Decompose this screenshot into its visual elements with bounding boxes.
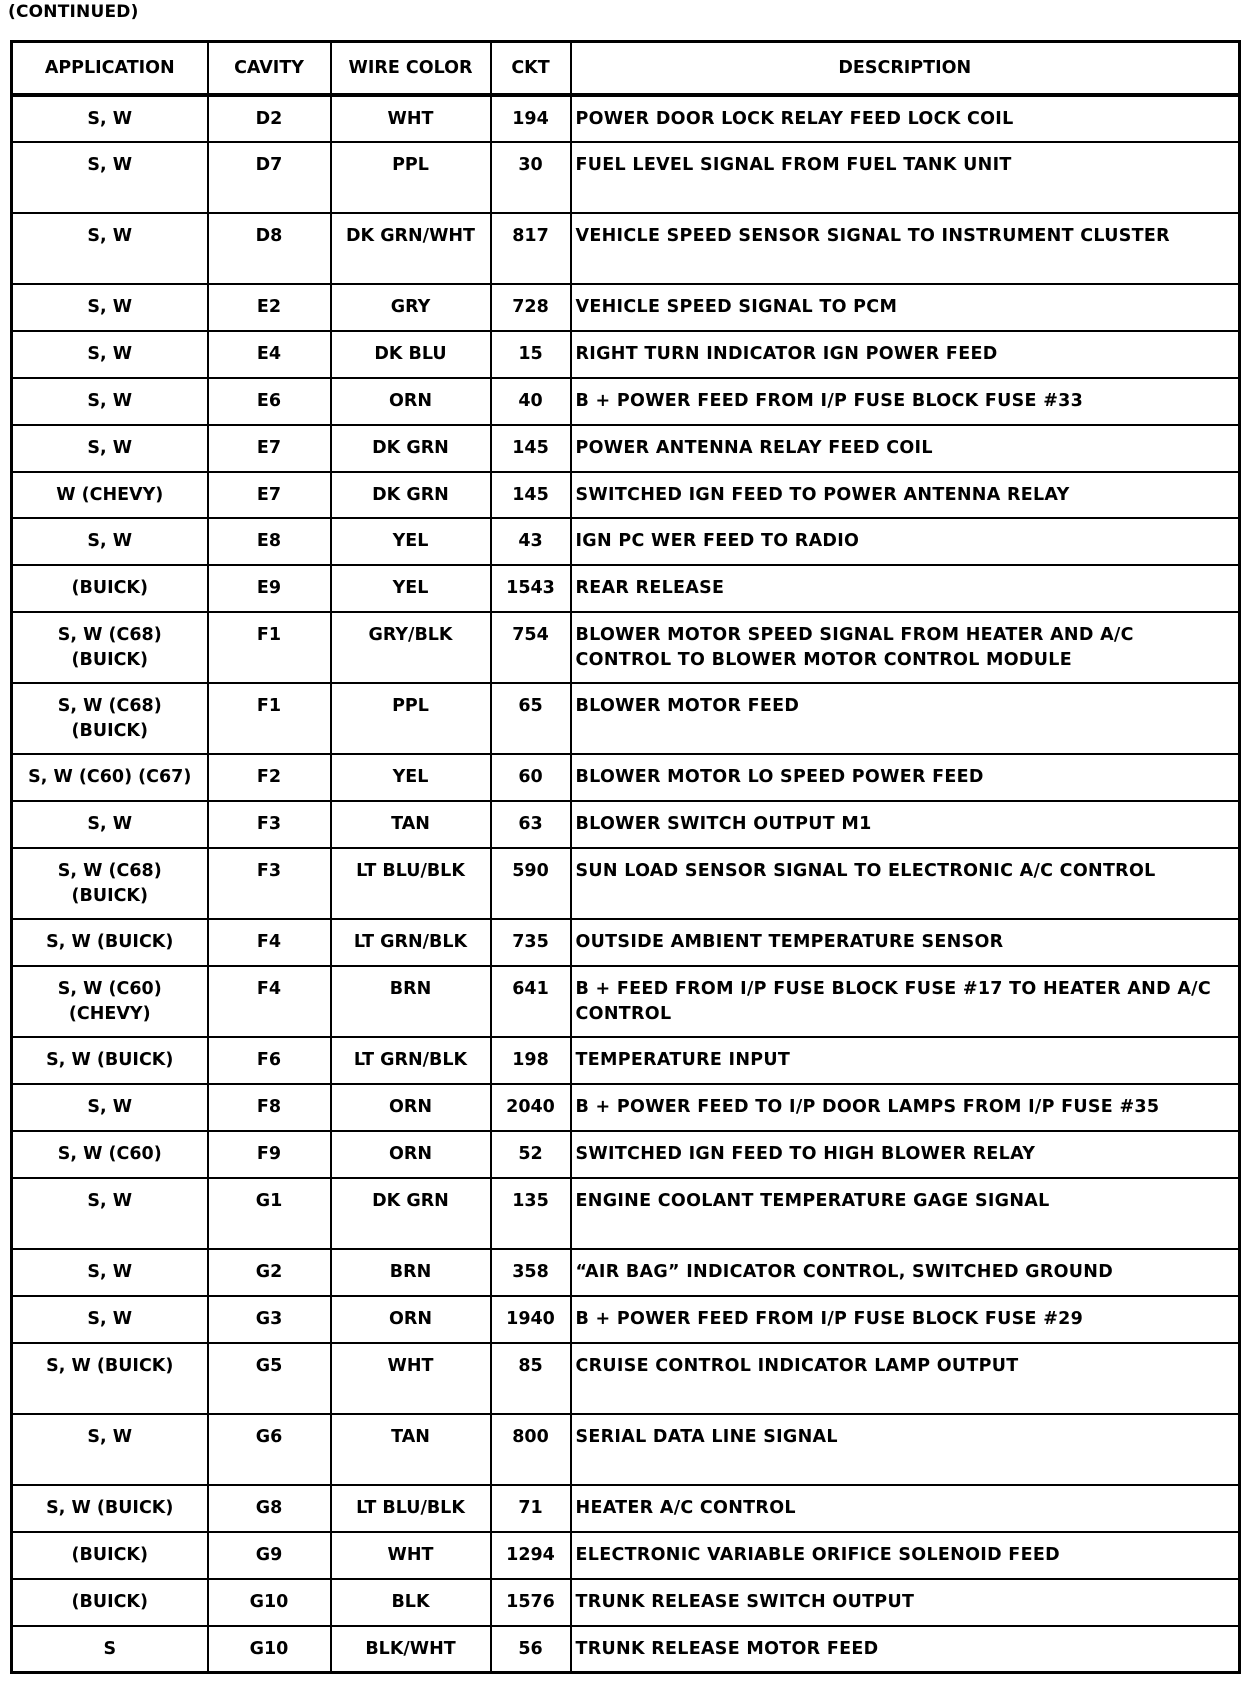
cell-application: S, W (C60) (12, 1131, 208, 1178)
cell-cavity: F4 (208, 919, 331, 966)
cell-description: BLOWER MOTOR SPEED SIGNAL FROM HEATER AND A/C CONTROL TO BLOWER MOTOR CONTROL MODULE (571, 612, 1240, 683)
cell-ckt: 40 (491, 378, 571, 425)
cell-cavity: G1 (208, 1178, 331, 1249)
cell-wire-color: ORN (331, 378, 491, 425)
cell-description: B + POWER FEED TO I/P DOOR LAMPS FROM I/P FUSE #35 (571, 1084, 1240, 1131)
header-ckt: CKT (491, 42, 571, 96)
cell-description: VEHICLE SPEED SENSOR SIGNAL TO INSTRUMENT CLUSTER (571, 213, 1240, 284)
cell-description: ENGINE COOLANT TEMPERATURE GAGE SIGNAL (571, 1178, 1240, 1249)
cell-ckt: 2040 (491, 1084, 571, 1131)
cell-wire-color: DK GRN/WHT (331, 213, 491, 284)
cell-application: (BUICK) (12, 1579, 208, 1626)
header-description: DESCRIPTION (571, 42, 1240, 96)
cell-cavity: E9 (208, 565, 331, 612)
cell-application: S, W (12, 95, 208, 142)
cell-cavity: D8 (208, 213, 331, 284)
cell-description: REAR RELEASE (571, 565, 1240, 612)
cell-description: “AIR BAG” INDICATOR CONTROL, SWITCHED GROUND (571, 1249, 1240, 1296)
cell-application: S, W (C68) (BUICK) (12, 848, 208, 919)
cell-description: TEMPERATURE INPUT (571, 1037, 1240, 1084)
cell-description: BLOWER SWITCH OUTPUT M1 (571, 801, 1240, 848)
table-row (12, 848, 1240, 919)
cell-description: SERIAL DATA LINE SIGNAL (571, 1414, 1240, 1485)
cell-wire-color: YEL (331, 565, 491, 612)
cell-application: S, W (C60) (CHEVY) (12, 966, 208, 1037)
cell-wire-color: GRY (331, 284, 491, 331)
table-row (12, 1343, 1240, 1414)
cell-cavity: G5 (208, 1343, 331, 1414)
cell-description: FUEL LEVEL SIGNAL FROM FUEL TANK UNIT (571, 142, 1240, 213)
cell-ckt: 30 (491, 142, 571, 213)
cell-description: SUN LOAD SENSOR SIGNAL TO ELECTRONIC A/C CONTROL (571, 848, 1240, 919)
table-row (12, 683, 1240, 754)
table-row (12, 919, 1240, 966)
cell-description: HEATER A/C CONTROL (571, 1485, 1240, 1532)
cell-description: OUTSIDE AMBIENT TEMPERATURE SENSOR (571, 919, 1240, 966)
cell-description: SWITCHED IGN FEED TO POWER ANTENNA RELAY (571, 472, 1240, 519)
table-row (12, 284, 1240, 331)
cell-ckt: 800 (491, 1414, 571, 1485)
cell-wire-color: LT GRN/BLK (331, 919, 491, 966)
cell-description: BLOWER MOTOR FEED (571, 683, 1240, 754)
cell-application: S, W (BUICK) (12, 919, 208, 966)
cell-description: VEHICLE SPEED SIGNAL TO PCM (571, 284, 1240, 331)
cell-description: TRUNK RELEASE SWITCH OUTPUT (571, 1579, 1240, 1626)
cell-cavity: F1 (208, 683, 331, 754)
cell-ckt: 590 (491, 848, 571, 919)
table-row (12, 565, 1240, 612)
cell-cavity: D7 (208, 142, 331, 213)
cell-application: S, W (12, 801, 208, 848)
table-row (12, 95, 1240, 142)
cell-ckt: 71 (491, 1485, 571, 1532)
cell-application: S, W (12, 425, 208, 472)
table-row (12, 1131, 1240, 1178)
table-row (12, 1414, 1240, 1485)
cell-ckt: 194 (491, 95, 571, 142)
table-row (12, 612, 1240, 683)
cell-cavity: G9 (208, 1532, 331, 1579)
cell-ckt: 198 (491, 1037, 571, 1084)
connector-table (10, 40, 1241, 1674)
cell-wire-color: BLK (331, 1579, 491, 1626)
cell-ckt: 52 (491, 1131, 571, 1178)
cell-ckt: 754 (491, 612, 571, 683)
cell-application: S, W (12, 1296, 208, 1343)
cell-application: S, W (12, 1084, 208, 1131)
table-row (12, 142, 1240, 213)
table-row (12, 754, 1240, 801)
table-row (12, 966, 1240, 1037)
cell-wire-color: LT GRN/BLK (331, 1037, 491, 1084)
cell-ckt: 43 (491, 518, 571, 565)
table-row (12, 1296, 1240, 1343)
table-row (12, 1084, 1240, 1131)
cell-description: SWITCHED IGN FEED TO HIGH BLOWER RELAY (571, 1131, 1240, 1178)
cell-wire-color: ORN (331, 1084, 491, 1131)
table-row (12, 331, 1240, 378)
cell-description: B + POWER FEED FROM I/P FUSE BLOCK FUSE #29 (571, 1296, 1240, 1343)
cell-wire-color: DK GRN (331, 425, 491, 472)
cell-ckt: 1543 (491, 565, 571, 612)
cell-ckt: 735 (491, 919, 571, 966)
cell-application: S, W (C60) (C67) (12, 754, 208, 801)
cell-description: POWER ANTENNA RELAY FEED COIL (571, 425, 1240, 472)
cell-wire-color: LT BLU/BLK (331, 1485, 491, 1532)
table-row (12, 1249, 1240, 1296)
cell-cavity: F3 (208, 801, 331, 848)
cell-wire-color: BRN (331, 1249, 491, 1296)
cell-application: S, W (BUICK) (12, 1037, 208, 1084)
cell-application: S, W (12, 378, 208, 425)
cell-ckt: 135 (491, 1178, 571, 1249)
table-row (12, 801, 1240, 848)
table-row (12, 378, 1240, 425)
cell-wire-color: BRN (331, 966, 491, 1037)
cell-ckt: 145 (491, 425, 571, 472)
cell-cavity: F4 (208, 966, 331, 1037)
cell-cavity: G3 (208, 1296, 331, 1343)
cell-cavity: G10 (208, 1626, 331, 1673)
cell-wire-color: WHT (331, 1532, 491, 1579)
cell-ckt: 728 (491, 284, 571, 331)
cell-wire-color: GRY/BLK (331, 612, 491, 683)
cell-wire-color: DK GRN (331, 1178, 491, 1249)
table-row (12, 472, 1240, 519)
cell-wire-color: PPL (331, 142, 491, 213)
cell-ckt: 1576 (491, 1579, 571, 1626)
cell-description: ELECTRONIC VARIABLE ORIFICE SOLENOID FEED (571, 1532, 1240, 1579)
cell-application: S, W (12, 331, 208, 378)
cell-description: IGN PC WER FEED TO RADIO (571, 518, 1240, 565)
cell-cavity: D2 (208, 95, 331, 142)
continued-label: (CONTINUED) (8, 2, 139, 22)
cell-cavity: F3 (208, 848, 331, 919)
cell-ckt: 1940 (491, 1296, 571, 1343)
cell-ckt: 641 (491, 966, 571, 1037)
cell-ckt: 1294 (491, 1532, 571, 1579)
cell-application: W (CHEVY) (12, 472, 208, 519)
header-wire-color: WIRE COLOR (331, 42, 491, 96)
cell-cavity: F9 (208, 1131, 331, 1178)
cell-ckt: 817 (491, 213, 571, 284)
cell-cavity: F6 (208, 1037, 331, 1084)
cell-cavity: F2 (208, 754, 331, 801)
table-row (12, 1532, 1240, 1579)
table-row (12, 1485, 1240, 1532)
cell-ckt: 358 (491, 1249, 571, 1296)
cell-application: S, W (12, 1414, 208, 1485)
cell-wire-color: LT BLU/BLK (331, 848, 491, 919)
cell-wire-color: ORN (331, 1131, 491, 1178)
cell-cavity: E2 (208, 284, 331, 331)
cell-application: S, W (12, 1178, 208, 1249)
cell-ckt: 60 (491, 754, 571, 801)
cell-wire-color: YEL (331, 518, 491, 565)
cell-cavity: E4 (208, 331, 331, 378)
cell-cavity: E8 (208, 518, 331, 565)
cell-cavity: E6 (208, 378, 331, 425)
cell-wire-color: DK BLU (331, 331, 491, 378)
cell-application: S, W (BUICK) (12, 1485, 208, 1532)
cell-cavity: E7 (208, 472, 331, 519)
cell-wire-color: YEL (331, 754, 491, 801)
cell-application: (BUICK) (12, 565, 208, 612)
cell-ckt: 145 (491, 472, 571, 519)
cell-application: S (12, 1626, 208, 1673)
cell-cavity: G2 (208, 1249, 331, 1296)
cell-wire-color: ORN (331, 1296, 491, 1343)
cell-application: S, W (12, 284, 208, 331)
cell-cavity: G8 (208, 1485, 331, 1532)
cell-wire-color: DK GRN (331, 472, 491, 519)
table-row (12, 425, 1240, 472)
cell-description: B + POWER FEED FROM I/P FUSE BLOCK FUSE #33 (571, 378, 1240, 425)
cell-wire-color: PPL (331, 683, 491, 754)
cell-application: S, W (12, 1249, 208, 1296)
cell-cavity: F1 (208, 612, 331, 683)
cell-cavity: G6 (208, 1414, 331, 1485)
table-row (12, 1626, 1240, 1673)
cell-description: POWER DOOR LOCK RELAY FEED LOCK COIL (571, 95, 1240, 142)
cell-application: (BUICK) (12, 1532, 208, 1579)
cell-wire-color: TAN (331, 801, 491, 848)
cell-ckt: 56 (491, 1626, 571, 1673)
cell-wire-color: BLK/WHT (331, 1626, 491, 1673)
cell-description: BLOWER MOTOR LO SPEED POWER FEED (571, 754, 1240, 801)
table-row (12, 1178, 1240, 1249)
cell-wire-color: WHT (331, 1343, 491, 1414)
cell-ckt: 15 (491, 331, 571, 378)
cell-application: S, W (12, 142, 208, 213)
cell-application: S, W (C68) (BUICK) (12, 612, 208, 683)
header-cavity: CAVITY (208, 42, 331, 96)
table-body (12, 95, 1240, 1673)
cell-application: S, W (12, 213, 208, 284)
cell-wire-color: TAN (331, 1414, 491, 1485)
table-row (12, 518, 1240, 565)
table-row (12, 1579, 1240, 1626)
header-row (12, 42, 1240, 96)
cell-description: B + FEED FROM I/P FUSE BLOCK FUSE #17 TO HEATER AND A/C CONTROL (571, 966, 1240, 1037)
cell-description: TRUNK RELEASE MOTOR FEED (571, 1626, 1240, 1673)
cell-cavity: G10 (208, 1579, 331, 1626)
cell-ckt: 85 (491, 1343, 571, 1414)
cell-application: S, W (BUICK) (12, 1343, 208, 1414)
cell-wire-color: WHT (331, 95, 491, 142)
cell-application: S, W (12, 518, 208, 565)
cell-cavity: E7 (208, 425, 331, 472)
cell-ckt: 63 (491, 801, 571, 848)
cell-description: RIGHT TURN INDICATOR IGN POWER FEED (571, 331, 1240, 378)
table-row (12, 213, 1240, 284)
table-row (12, 1037, 1240, 1084)
cell-description: CRUISE CONTROL INDICATOR LAMP OUTPUT (571, 1343, 1240, 1414)
cell-application: S, W (C68) (BUICK) (12, 683, 208, 754)
header-application: APPLICATION (12, 42, 208, 96)
cell-cavity: F8 (208, 1084, 331, 1131)
cell-ckt: 65 (491, 683, 571, 754)
